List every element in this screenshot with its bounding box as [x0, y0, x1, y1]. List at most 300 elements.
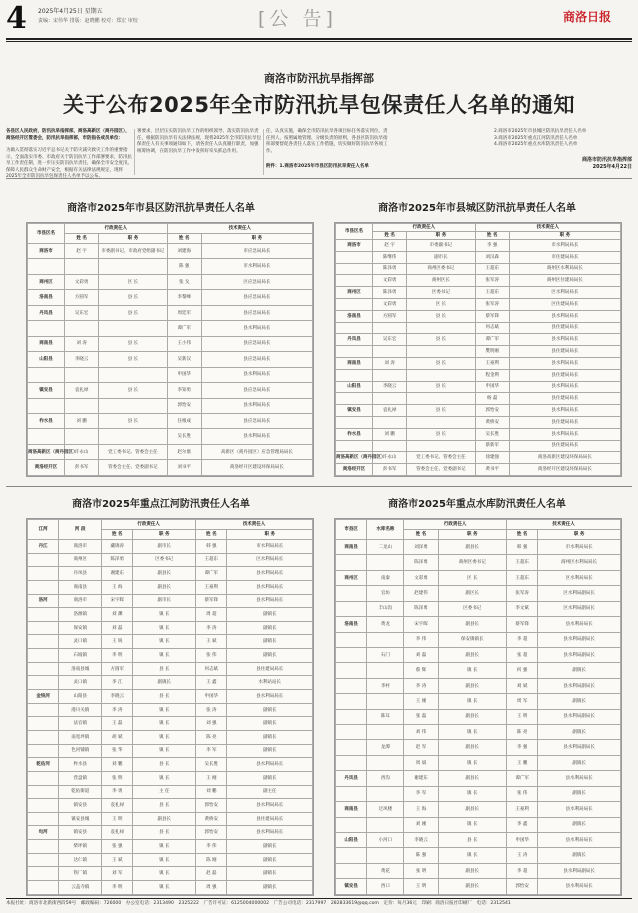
table-cell: [367, 755, 404, 770]
table-cell: 二龙山: [367, 540, 404, 555]
col-divider: [263, 129, 264, 175]
table-cell: 县 长: [99, 413, 167, 428]
table-cell: 副镇长: [227, 621, 313, 635]
table-row: [28, 460, 313, 476]
table-cell: 袁礼禄: [65, 383, 99, 398]
table-cell: 商洛经开区: [336, 464, 373, 476]
table-row: [336, 393, 621, 405]
table-cell: 副市长: [133, 540, 196, 554]
table-cell: 申国华: [167, 367, 201, 382]
table-cell: 副县长: [438, 709, 506, 724]
table-cell: [336, 755, 367, 770]
section-label: [公 告]: [258, 8, 337, 30]
table-cell: 李知勇: [167, 383, 201, 398]
table-row: [336, 570, 621, 585]
table-cell: 王 明: [102, 812, 133, 826]
section-rule: [6, 178, 632, 179]
table-cell: [336, 647, 367, 662]
table-cell: 申国华: [506, 833, 537, 848]
table-cell: 主 任: [133, 785, 196, 799]
table-cell: [367, 786, 404, 801]
table-cell: 管委会主任、党委副书记: [407, 464, 475, 476]
table-cell: 刘 涛: [65, 336, 99, 351]
table-cell: 副县长: [133, 567, 196, 581]
col-header-admin: 行政责任人: [102, 520, 196, 530]
table-cell: 郭怡安: [167, 398, 201, 413]
table-cell: 副镇长: [227, 881, 313, 895]
table-cell: [373, 369, 407, 381]
table-cell: 镇 长: [133, 621, 196, 635]
table-cell: 山阳县: [336, 381, 373, 393]
table-row: [28, 594, 313, 608]
table-cell: 县水利局局长: [509, 381, 620, 393]
table-cell: 副镇长: [227, 771, 313, 785]
table-cell: 镇 长: [133, 867, 196, 881]
table-cell: [28, 676, 59, 690]
table-cell: 韩 强: [196, 540, 227, 554]
table-row: [28, 758, 313, 772]
table-cell: 县应急局局长: [201, 305, 312, 320]
table-cell: 张 超: [506, 647, 537, 662]
col-header-reservoir: 水库名称: [367, 520, 404, 540]
table-cell: 副镇长: [227, 703, 313, 717]
table-cell: 镇 长: [133, 635, 196, 649]
table-cell: [336, 709, 367, 724]
table-cell: 县 长: [99, 383, 167, 398]
table-cell: [28, 567, 59, 581]
table-cell: 官坊: [367, 586, 404, 601]
table-cell: [373, 393, 407, 405]
table-cell: 藏锦涛: [102, 540, 133, 554]
table-row: [28, 244, 313, 259]
intro-col-3: 任，认真实施，确保全市防汛抗旱各项目标任务落实到位，责任到人，按照属地管理、分级负责的原则，各县区防汛抗旱指挥部要督促各责任人落实工作措施，切实做好防汛抗旱各项工作。: [266, 129, 388, 154]
table-cell: 王超东: [475, 287, 509, 299]
table-cell: 副镇长: [227, 867, 313, 881]
table-cell: 刘 渊: [102, 608, 133, 622]
col-header-name: 姓 名: [65, 234, 99, 244]
table-cell: 山阳县: [59, 690, 102, 704]
table-cell: 李 军: [196, 744, 227, 758]
table-cell: 县水利局局长: [509, 428, 620, 440]
table-cell: 许永山: [373, 452, 407, 464]
table-cell: 区水利局局长: [227, 553, 313, 567]
table-cell: 蔡军锋: [475, 310, 509, 322]
col-header-river: 江河: [28, 520, 59, 540]
table-row: [28, 274, 313, 289]
table-cell: 县水利局局长: [201, 429, 312, 444]
table-cell: 王小伟: [167, 336, 201, 351]
table-cell: [336, 275, 373, 287]
table-cell: 保安镇: [59, 621, 102, 635]
table-cell: 副镇长: [227, 608, 313, 622]
table-cell: 镇安县: [336, 405, 373, 417]
table-row: [336, 586, 621, 601]
table-cell: 县应急局局长: [201, 290, 312, 305]
col-header-tech: 技术责任人: [196, 520, 313, 530]
table-cell: 县水利局副局长: [538, 647, 621, 662]
table-cell: 蔡军锋: [506, 617, 537, 632]
table-cell: 李 涛: [404, 678, 438, 693]
table-row: [28, 662, 313, 676]
table-row: [336, 678, 621, 693]
table-cell: 县 长: [133, 758, 196, 772]
table-row: [336, 647, 621, 662]
table-cell: 王 海: [404, 802, 438, 817]
table-cell: 彭书军: [373, 464, 407, 476]
table-cell: [28, 398, 65, 413]
table-row: [28, 785, 313, 799]
table-cell: 丹凤县: [336, 334, 373, 346]
table-cell: 刘 伟: [404, 725, 438, 740]
table-cell: 副市长: [133, 594, 196, 608]
table-cell: [373, 440, 407, 452]
table-row: [336, 755, 621, 770]
table-cell: 商南县: [59, 580, 102, 594]
table-row: [336, 802, 621, 817]
issuer-kicker: 商洛市防汛抗旱指挥部: [264, 72, 374, 85]
table-cell: 镇安县: [59, 799, 102, 813]
signature-org: 商洛市防汛抗旱指挥部: [581, 157, 632, 163]
table-cell: 山阳县: [28, 352, 65, 367]
table-cell: 县 长: [99, 352, 167, 367]
table-row: [336, 287, 621, 299]
table-cell: 副镇长: [227, 853, 313, 867]
table-cell: 黄龙: [367, 617, 404, 632]
col-header-name: 姓 名: [102, 530, 133, 540]
table-cell: 洛河: [28, 594, 59, 608]
table-cell: 县水利局局长: [227, 758, 313, 772]
table-row: [28, 771, 313, 785]
col-header-post: 职 务: [227, 530, 313, 540]
table-cell: 陈泽勇: [102, 553, 133, 567]
table1-title: 商洛市2025年市县区防汛抗旱责任人名单: [67, 203, 255, 214]
table-cell: 王 涛: [506, 848, 537, 863]
table-row: [336, 663, 621, 678]
table-row: [336, 771, 621, 786]
table-cell: 赵尔康: [167, 444, 201, 459]
table-cell: 李文斌: [506, 601, 537, 616]
table-cell: 赵建伟: [404, 586, 438, 601]
table-cell: 王 鹏: [506, 755, 537, 770]
table-cell: 县水利局局长: [538, 617, 621, 632]
table-cell: [367, 632, 404, 647]
table-cell: 李 明: [102, 881, 133, 895]
table-cell: 商州区水利局局长: [509, 263, 620, 275]
table-cell: 商州区住建局局长: [509, 275, 620, 287]
table-cell: 蔡军锋: [196, 594, 227, 608]
table-cell: 小河口: [367, 833, 404, 848]
table-cell: 漫川关镇: [59, 703, 102, 717]
table-cell: 申国华: [475, 381, 509, 393]
col-header-post: 职 务: [99, 234, 167, 244]
table-cell: 县应急局局长: [201, 336, 312, 351]
table-cell: 陈 亮: [196, 730, 227, 744]
table-cell: 李 明: [102, 649, 133, 663]
table-cell: 副镇长: [538, 786, 621, 801]
table-cell: 商洛高新区（商丹园区）: [28, 444, 65, 459]
table-cell: [336, 632, 367, 647]
table-cell: 石坡镇: [59, 649, 102, 663]
table-cell: 黄花: [367, 863, 404, 878]
table-cell: 李 涛: [196, 621, 227, 635]
table-cell: 副县长: [438, 863, 506, 878]
table-row: [336, 240, 621, 252]
attachment-list: [494, 129, 632, 153]
table-cell: 洛源镇: [59, 608, 102, 622]
table-cell: 区 长: [407, 298, 475, 310]
table-cell: [28, 744, 59, 758]
table-cell: 王 斌: [196, 635, 227, 649]
table-cell: [367, 663, 404, 678]
table-cell: 商洛经开区: [28, 460, 65, 476]
signature-date: 2025年4月22日: [592, 164, 632, 170]
table-cell: 副镇长: [538, 694, 621, 709]
table-cell: [28, 730, 59, 744]
table-cell: 陈泽勇: [404, 601, 438, 616]
table-cell: 樊明刚: [475, 346, 509, 358]
table-cell: 袁礼禄: [102, 799, 133, 813]
table-cell: 区委书记: [133, 553, 196, 567]
table-cell: 灵口镇: [59, 635, 102, 649]
table-cell: 洛南县: [336, 310, 373, 322]
table-cell: 刘 鹏: [196, 785, 227, 799]
table-cell: 王豪利: [196, 580, 227, 594]
table-cell: 县 长: [407, 428, 475, 440]
table-row: [336, 725, 621, 740]
table-cell: 刘 强: [196, 717, 227, 731]
table-cell: 副镇长: [133, 676, 196, 690]
table-cell: [28, 580, 59, 594]
issue-date: 2025年4月25日 星期五: [38, 8, 103, 15]
table-cell: 区水利局副局长: [538, 586, 621, 601]
table-cell: 商洛市: [336, 240, 373, 252]
table-cell: 区住建局局长: [509, 298, 620, 310]
table2-title: 商洛市2025年市县城区防汛抗旱责任人名单: [378, 203, 576, 214]
table-cell: 何 强: [506, 663, 537, 678]
table-cell: [407, 369, 475, 381]
table-row: [336, 740, 621, 755]
table-cell: 赵 宇: [65, 244, 99, 259]
table-cell: 南秦: [367, 570, 404, 585]
table-cell: 县水利局局长: [227, 580, 313, 594]
table-cell: 王超东: [196, 553, 227, 567]
col-header-post: 职 务: [438, 530, 506, 540]
col-header-section: 河 段: [59, 520, 102, 540]
table-cell: 市水利局局长: [538, 540, 621, 555]
table-cell: 王 斌: [102, 853, 133, 867]
page-number: 4: [6, 1, 27, 36]
table-cell: 法官镇: [59, 717, 102, 731]
table-cell: [28, 703, 59, 717]
table-cell: 县住建局局长: [509, 440, 620, 452]
table-cell: 郭怡安: [196, 826, 227, 840]
table-cell: 副县长: [438, 540, 506, 555]
table-cell: 谢建东: [404, 771, 438, 786]
table-cell: 李村: [367, 678, 404, 693]
table-row: [336, 817, 621, 832]
table-cell: 杨 磊: [475, 393, 509, 405]
table-cell: 副镇长: [227, 730, 313, 744]
table-cell: [28, 367, 65, 382]
table-cell: 周 强: [196, 881, 227, 895]
table-cell: 王超东: [506, 570, 537, 585]
table-cell: [407, 416, 475, 428]
table-cell: 县水利局局长: [538, 879, 621, 895]
table4-title: 商洛市2025年重点水库防汛责任人名单: [388, 499, 566, 510]
table-cell: 镇 长: [133, 771, 196, 785]
table-cell: 镇 长: [133, 730, 196, 744]
table-cell: 柞水县: [336, 428, 373, 440]
table-cell: 吴长胜: [475, 428, 509, 440]
table-row: [336, 381, 621, 393]
table-row: [28, 540, 313, 554]
table-cell: 县 长: [99, 336, 167, 351]
table-cell: 市水利局局长: [201, 259, 312, 274]
table-cell: 刘 鹏: [102, 758, 133, 772]
table-cell: 县水利局副局长: [538, 632, 621, 647]
table-cell: 何志斌: [196, 662, 227, 676]
table-cell: 县水利局局长: [227, 594, 313, 608]
header-rule-thin: [6, 41, 632, 42]
table-cell: 金钱河: [28, 690, 59, 704]
table-cell: 商洛市: [59, 540, 102, 554]
table-cell: 镇 长: [133, 853, 196, 867]
col-divider: [134, 129, 135, 175]
table-cell: 镇安县: [59, 826, 102, 840]
table-cell: 镇 长: [133, 840, 196, 854]
table-cell: 周 超: [196, 608, 227, 622]
table-cell: [28, 881, 59, 895]
table-cell: 西口: [367, 879, 404, 895]
col-header-name: 姓 名: [167, 234, 201, 244]
table-cell: 郭怡安: [475, 405, 509, 417]
table-row: [336, 464, 621, 476]
table-row: [336, 848, 621, 863]
table-cell: 高新区（商丹园区）应急管理局局长: [201, 444, 312, 459]
table-cell: 副县长: [133, 580, 196, 594]
table-cell: 县水利局局长: [538, 802, 621, 817]
table-cell: 王超东: [475, 263, 509, 275]
footer-rule: [6, 898, 632, 899]
table-row: [28, 336, 313, 351]
table-cell: 县水利局副局长: [538, 709, 621, 724]
col-header-post: 职 务: [133, 530, 196, 540]
table-cell: 陈泽勇: [373, 263, 407, 275]
table-cell: [367, 817, 404, 832]
col-header-name: 姓 名: [196, 530, 227, 540]
table-cell: 县水利局局长: [227, 567, 313, 581]
table-cell: 刘 军: [102, 867, 133, 881]
table-cell: 商洛高新区（商丹园区）: [336, 452, 373, 464]
table-cell: 张 涛: [196, 703, 227, 717]
table3: [27, 519, 313, 895]
table-cell: 商南县: [336, 540, 367, 555]
table2: [335, 223, 621, 476]
table-cell: 区应急局局长: [201, 274, 312, 289]
table-cell: 丹凤县: [336, 771, 367, 786]
table-cell: 王 磊: [102, 717, 133, 731]
table-cell: 蔡 辉: [404, 663, 438, 678]
table-row: [28, 444, 313, 459]
table-cell: 副镇长: [227, 635, 313, 649]
table-cell: 县 长: [133, 690, 196, 704]
table-cell: 郭怡安: [506, 879, 537, 895]
table-row: [336, 405, 621, 417]
table-cell: 程金利: [475, 369, 509, 381]
table-cell: 王 明: [404, 879, 438, 895]
table-row: [336, 555, 621, 570]
table-cell: 谭广军: [506, 771, 537, 786]
table-cell: 铁厂镇: [59, 867, 102, 881]
table-cell: 市委副书记: [407, 240, 475, 252]
table-cell: 李晓云: [65, 352, 99, 367]
table-row: [336, 357, 621, 369]
col-header-name: 姓 名: [475, 232, 509, 240]
table-cell: 副区长: [438, 586, 506, 601]
table-cell: 柴坪镇: [59, 840, 102, 854]
table-cell: 市水利局局长: [227, 540, 313, 554]
table-row: [336, 863, 621, 878]
table-cell: 赵 宇: [373, 240, 407, 252]
editor-credits: 责编：宋伟华 排版：赵晓鹏 校对：郑宏 审校: [38, 18, 138, 24]
table-row: [28, 744, 313, 758]
table-cell: 市应急局局长: [201, 244, 312, 259]
table-cell: 西沟: [367, 771, 404, 786]
table-cell: 商州区: [59, 553, 102, 567]
table-cell: 区委书记: [438, 601, 506, 616]
table-cell: 丹凤县: [28, 305, 65, 320]
table-cell: 管委会主任、党委副书记: [99, 460, 167, 476]
table-cell: 周 斌: [404, 755, 438, 770]
table-cell: 镇 长: [133, 744, 196, 758]
intro-col-1: 为做入贯彻落实习近平总书记关于防灾减灾救灾工作的重要指示，全面落实市委、市政府关于防汛抗旱工作部署要求，防汛抗旱工作责任制，进一步压实防汛抗旱责任，确保全市安全度汛，保障人民群众生命财产安全，根据有关法律法规规定，现将2025年全市防汛抗旱包保责任人名单予以公布。: [6, 148, 132, 180]
table-cell: 南宽坪镇: [59, 730, 102, 744]
table-cell: 商洛市: [28, 244, 65, 259]
table-cell: 赵 磊: [196, 867, 227, 881]
table-cell: 丰山沟: [367, 601, 404, 616]
table-cell: [367, 725, 404, 740]
table-cell: 谭广军: [167, 321, 201, 336]
table-cell: 山阳县: [336, 833, 367, 848]
table-cell: 张军涛: [475, 298, 509, 310]
table1: [27, 223, 313, 476]
table-row: [336, 617, 621, 632]
header-rule: [6, 38, 632, 40]
table-cell: [28, 608, 59, 622]
table-cell: 镇 长: [438, 817, 506, 832]
table-cell: [336, 817, 367, 832]
table-cell: 保安镇镇长: [438, 632, 506, 647]
table-cell: 县水利局局长: [509, 334, 620, 346]
table-cell: 刘建海: [167, 244, 201, 259]
table-cell: 县应急局局长: [201, 352, 312, 367]
table-cell: 王豪利: [475, 357, 509, 369]
table-cell: 县 长: [99, 305, 167, 320]
table-cell: 黄书平: [475, 464, 509, 476]
table-cell: 宋宇晖: [102, 594, 133, 608]
table-row: [28, 717, 313, 731]
table-row: [336, 369, 621, 381]
table-cell: 张军涛: [475, 275, 509, 287]
table-cell: 县 长: [407, 381, 475, 393]
table-cell: [367, 694, 404, 709]
table-cell: [99, 398, 167, 413]
table-cell: [336, 678, 367, 693]
table-cell: 县 长: [407, 405, 475, 417]
table-cell: 县水利局局长: [509, 357, 620, 369]
table-row: [28, 799, 313, 813]
table-cell: 石门: [367, 647, 404, 662]
